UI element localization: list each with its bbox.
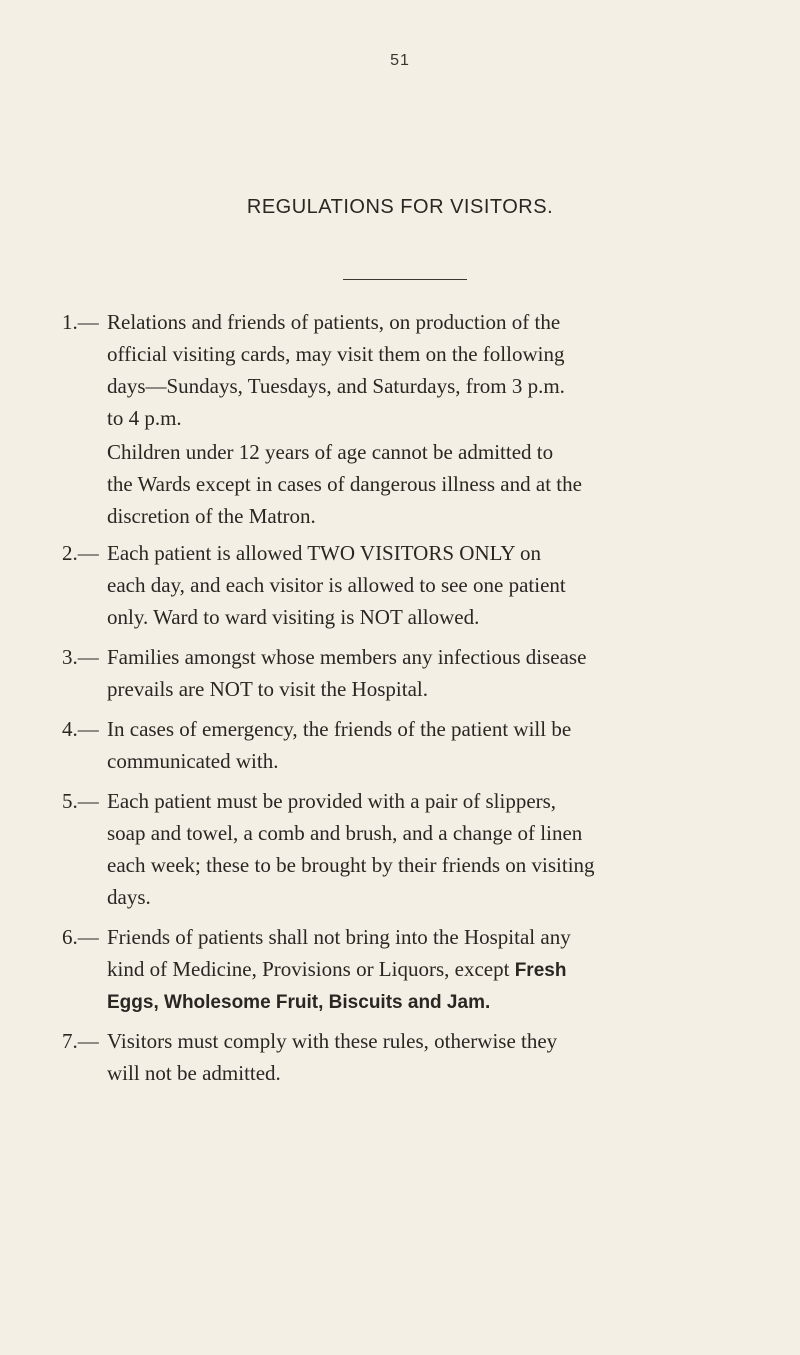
text-line: communicated with. (107, 749, 279, 773)
text-line: days. (107, 885, 151, 909)
regulation-text (107, 436, 682, 532)
title-divider (343, 279, 467, 280)
text-line: each week; these to be brought by their friends on visiting (107, 853, 595, 877)
text-line: prevails are NOT to visit the Hospital. (107, 677, 428, 701)
page-number: 51 (390, 52, 410, 69)
regulation-text (107, 921, 682, 1019)
text-line: Friends of patients shall not bring into the Hospital any (107, 925, 571, 949)
text-line: Relations and friends of patients, on production of the (107, 310, 561, 334)
regulation-number: 7.— (62, 1029, 99, 1053)
regulation-number: 4.— (62, 717, 99, 741)
regulation-item-2 (62, 537, 682, 633)
regulation-item-4 (62, 713, 682, 777)
regulation-number: 2.— (62, 541, 99, 565)
text-line: days—Sundays, Tuesdays, and Saturdays, from 3 p.m. (107, 374, 565, 398)
regulation-number: 6.— (62, 925, 99, 949)
text-line: Visitors must comply with these rules, otherwise they (107, 1029, 558, 1053)
regulation-item-1 (62, 306, 682, 434)
text-line: each day, and each visitor is allowed to see one patient (107, 573, 566, 597)
text-line: official visiting cards, may visit them on the following (107, 342, 565, 366)
text-line: In cases of emergency, the friends of the patient will be (107, 717, 572, 741)
regulation-text (107, 785, 682, 913)
regulation-text (107, 537, 682, 633)
text-line: will not be admitted. (107, 1061, 281, 1085)
regulation-text (107, 641, 682, 705)
regulation-item-3 (62, 641, 682, 705)
bold-text: Fresh (514, 960, 567, 981)
text-line: the Wards except in cases of dangerous illness and at the (107, 472, 582, 496)
regulation-number: 5.— (62, 789, 99, 813)
text-line: Families amongst whose members any infectious disease (107, 645, 587, 669)
regulation-number: 1.— (62, 310, 99, 334)
regulation-text (107, 713, 682, 777)
regulation-item-5 (62, 785, 682, 913)
text-line (107, 953, 682, 987)
regulation-number: 3.— (62, 645, 99, 669)
text-line: Children under 12 years of age cannot be admitted to (107, 440, 554, 464)
regulation-item-6 (62, 921, 682, 1019)
bold-text-line: Eggs, Wholesome Fruit, Biscuits and Jam. (107, 992, 491, 1013)
text-line: Each patient is allowed TWO VISITORS ONLY on (107, 541, 541, 565)
regulation-text (107, 306, 682, 434)
text-line: soap and towel, a comb and brush, and a change of linen (107, 821, 583, 845)
regulation-item-1-continuation (62, 436, 682, 532)
page-title: REGULATIONS FOR VISITORS. (246, 196, 554, 218)
text-line: to 4 p.m. (107, 406, 182, 430)
text-line: Each patient must be provided with a pair of slippers, (107, 789, 557, 813)
text-line: only. Ward to ward visiting is NOT allowed. (107, 605, 480, 629)
regulation-item-7 (62, 1025, 682, 1089)
text-segment: kind of Medicine, Provisions or Liquors, except (107, 957, 510, 981)
text-line: discretion of the Matron. (107, 504, 316, 528)
regulation-text (107, 1025, 682, 1089)
